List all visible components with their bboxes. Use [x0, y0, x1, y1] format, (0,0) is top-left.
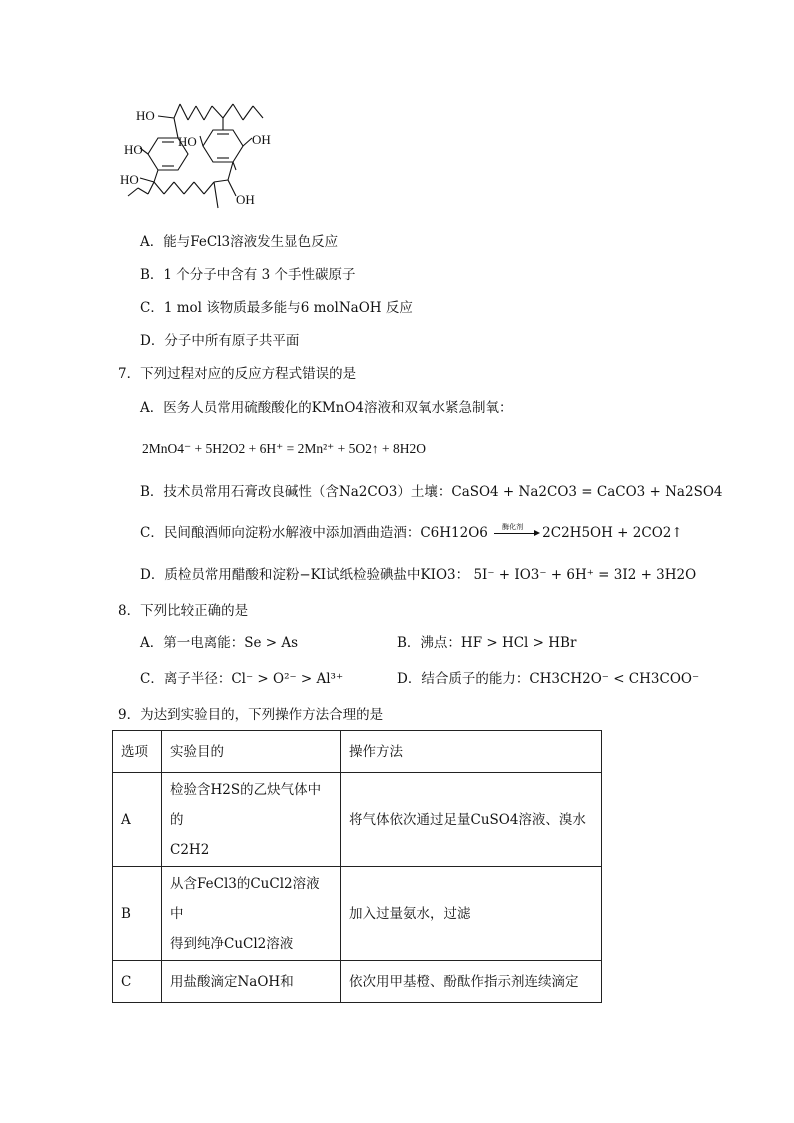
row-goal	[162, 867, 341, 961]
row-goal	[162, 773, 341, 867]
q9-table	[112, 730, 602, 1003]
q7-option-d-text: D．质检员常用醋酸和淀粉−KI试纸检验碘盐中KIO3：	[140, 567, 470, 583]
q8-option-a: A．第一电离能：Se > As	[140, 635, 299, 651]
q7-option-c	[140, 524, 683, 542]
q8-option-b: B．沸点：HF > HCl > HBr	[397, 635, 577, 651]
q9-stem: 9．为达到实验目的，下列操作方法合理的是	[118, 707, 384, 723]
reaction-arrow	[492, 524, 542, 542]
q7-stem: 7．下列过程对应的反应方程式错误的是	[118, 366, 357, 382]
q7-option-a-equation: 2MnO4⁻ + 5H2O2 + 6H⁺ = 2Mn²⁺ + 5O2↑ + 8H2O	[142, 441, 426, 456]
hydroxyl-label: OH	[236, 192, 255, 207]
row-goal-line1: 检验含H2S的乙炔气体中的	[170, 781, 322, 828]
molecular-structure-diagram	[118, 96, 298, 216]
q7-option-a-text: A．医务人员常用硫酸酸化的KMnO4溶液和双氧水紧急制氧：	[140, 400, 513, 416]
q6-option-c: C．1 mol 该物质最多能与6 molNaOH 反应	[140, 300, 413, 316]
q8-option-c: C．离子半径：Cl⁻ > O²⁻ > Al³⁺	[140, 671, 344, 687]
hydroxyl-label: HO	[120, 172, 139, 187]
hydroxyl-label: HO	[124, 142, 143, 157]
q7-option-b	[140, 483, 722, 501]
hydroxyl-label: OH	[252, 132, 271, 147]
table-row	[113, 773, 602, 867]
q6-option-a: A．能与FeCl3溶液发生显色反应	[140, 234, 339, 250]
row-option: A	[113, 773, 162, 867]
header-option: 选项	[113, 731, 162, 773]
q7-option-c-reactant: C6H12O6	[420, 525, 488, 541]
row-option: B	[113, 867, 162, 961]
catalyst-label: 酶化剂	[502, 523, 524, 531]
q7-option-d	[140, 566, 696, 584]
header-goal: 实验目的	[162, 731, 341, 773]
row-goal	[162, 961, 341, 1003]
q6-option-d: D．分子中所有原子共平面	[140, 333, 300, 349]
row-method: 依次用甲基橙、酚酞作指示剂连续滴定	[341, 961, 602, 1003]
q7-option-c-text: C．民间酿酒师向淀粉水解液中添加酒曲造酒：	[140, 525, 421, 541]
table-header-row	[113, 731, 602, 773]
q6-option-b: B．1 个分子中含有 3 个手性碳原子	[140, 267, 356, 283]
hydroxyl-label: HO	[178, 134, 197, 149]
q8-option-d: D．结合质子的能力：CH3CH2O⁻ < CH3COO⁻	[397, 671, 700, 687]
q7-option-c-products: 2C2H5OH + 2CO2↑	[542, 525, 683, 541]
header-method: 操作方法	[341, 731, 602, 773]
row-method: 将气体依次通过足量CuSO4溶液、溴水	[341, 773, 602, 867]
row-option: C	[113, 961, 162, 1003]
row-goal-line2: C2H2	[170, 841, 210, 858]
q8-stem: 8．下列比较正确的是	[118, 603, 249, 619]
row-goal-line1: 用盐酸滴定NaOH和	[170, 973, 294, 990]
table-row	[113, 867, 602, 961]
row-goal-line1: 从含FeCl3的CuCl2溶液中	[170, 875, 320, 922]
q7-option-d-equation: 5I⁻ + IO3⁻ + 6H⁺ = 3I2 + 3H2O	[473, 567, 697, 583]
hydroxyl-label: HO	[136, 108, 155, 123]
q7-option-b-text: B．技术员常用石膏改良碱性（含Na2CO3）土壤：	[140, 484, 452, 500]
row-goal-line2: 得到纯净CuCl2溶液	[170, 935, 294, 952]
table-row	[113, 961, 602, 1003]
row-method: 加入过量氨水，过滤	[341, 867, 602, 961]
q7-option-b-equation: CaSO4 + Na2CO3 = CaCO3 + Na2SO4	[451, 484, 723, 500]
